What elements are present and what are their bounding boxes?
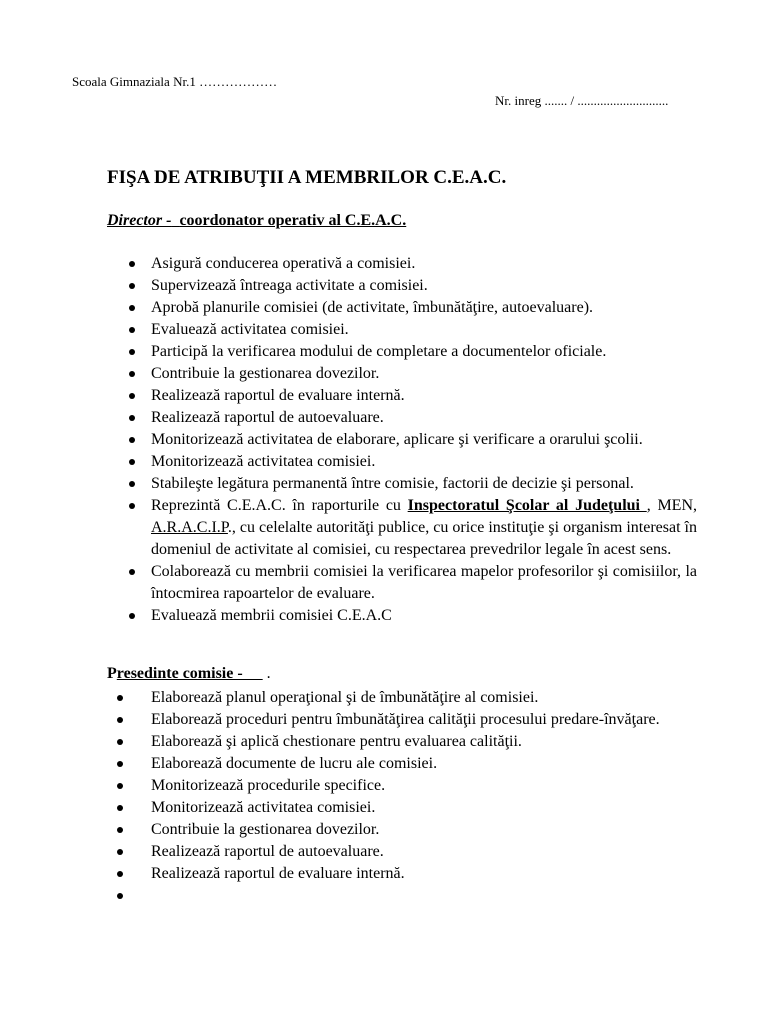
duty-text: Contribuie la gestionarea dovezilor. (151, 821, 380, 838)
duty-text: Evaluează membrii comisiei C.E.A.C (151, 607, 392, 624)
list-item (151, 687, 697, 709)
registration-number: Nr. inreg ....... / ............................ (495, 93, 669, 108)
duty-text: Colaborează cu membrii comisiei la verificarea mapelor profesorilor şi comisiilor, la întocmirea rapoartelor de evaluare. (151, 563, 697, 602)
list-item (151, 253, 697, 275)
duty-text: Participă la verificarea modului de completare a documentelor oficiale. (151, 343, 607, 360)
list-item (151, 297, 697, 319)
duty-text: ., cu celelalte autorităţi publice, cu orice instituţie şi organism interesat în domeniul de activitate al comisiei, cu respectarea prevedrilor legale în acest sens. (151, 519, 697, 558)
bullet-icon (129, 503, 135, 509)
president-heading-initial: P (107, 665, 117, 682)
duty-text: Contribuie la gestionarea dovezilor. (151, 365, 380, 382)
list-item (151, 797, 697, 819)
bullet-icon (129, 415, 135, 421)
duty-text: Realizează raportul de evaluare internă. (151, 387, 405, 404)
list-item (151, 841, 697, 863)
bullet-icon (129, 613, 135, 619)
school-name: Scoala Gimnaziala Nr.1 ……………… (72, 74, 278, 89)
duty-text: Realizează raportul de autoevaluare. (151, 409, 384, 426)
list-item (151, 451, 697, 473)
bullet-icon (117, 717, 123, 723)
bullet-icon (129, 393, 135, 399)
duty-text: MEN, (657, 497, 698, 514)
bullet-icon (117, 761, 123, 767)
duty-text: Supervizează întreaga activitate a comisiei. (151, 277, 428, 294)
bullet-icon (129, 569, 135, 575)
bullet-icon (117, 695, 123, 701)
duty-text: Elaborează şi aplică chestionare pentru evaluarea calităţii. (151, 733, 522, 750)
president-heading (107, 665, 271, 683)
list-item (151, 753, 697, 775)
list-item (151, 819, 697, 841)
duty-text (151, 887, 155, 904)
list-item (151, 605, 697, 627)
duty-text: Reprezintă C.E.A.C. în raporturile cu (151, 497, 408, 514)
bullet-icon (117, 893, 123, 899)
duty-text: Elaborează proceduri pentru îmbunătăţirea calităţii procesului predare-învăţare. (151, 711, 660, 728)
list-item (151, 319, 697, 341)
president-duties-list (151, 687, 697, 907)
bullet-icon (117, 827, 123, 833)
duty-text: Monitorizează activitatea de elaborare, aplicare şi verificare a orarului şcolii. (151, 431, 643, 448)
bullet-icon (129, 327, 135, 333)
bullet-icon (129, 349, 135, 355)
bullet-icon (129, 371, 135, 377)
duty-text: Monitorizează procedurile specifice. (151, 777, 386, 794)
bullet-icon (129, 481, 135, 487)
list-item (151, 709, 697, 731)
president-heading-text: resedinte comisie - (116, 665, 263, 682)
list-item (151, 731, 697, 753)
bullet-icon (117, 849, 123, 855)
director-description: coordonator operativ al C.E.A.C. (179, 212, 407, 229)
list-item (151, 863, 697, 885)
duty-text: Evaluează activitatea comisiei. (151, 321, 349, 338)
list-item (151, 775, 697, 797)
bullet-icon (117, 871, 123, 877)
list-item (151, 429, 697, 451)
aracip-text: A.R.A.C.I.P (151, 519, 228, 536)
bullet-icon (129, 261, 135, 267)
list-item (151, 363, 697, 385)
bullet-icon (117, 783, 123, 789)
duty-text: Stabileşte legătura permanentă între comisie, factorii de decizie şi personal. (151, 475, 634, 492)
list-item (151, 473, 697, 495)
duty-text: Monitorizează activitatea comisiei. (151, 453, 376, 470)
duty-text: Elaborează documente de lucru ale comisiei. (151, 755, 438, 772)
duty-text: Monitorizează activitatea comisiei. (151, 799, 376, 816)
duty-text: Realizează raportul de evaluare internă. (151, 865, 405, 882)
list-item (151, 275, 697, 297)
page-title: FIŞA DE ATRIBUŢII A MEMBRILOR C.E.A.C. (107, 167, 507, 188)
director-duties-list (151, 253, 697, 627)
bullet-icon (129, 437, 135, 443)
bullet-icon (129, 283, 135, 289)
bullet-icon (129, 459, 135, 465)
duty-text: Asigură conducerea operativă a comisiei. (151, 255, 416, 272)
duty-text: Aprobă planurile comisiei (de activitate, îmbunătăţire, autoevaluare). (151, 299, 594, 316)
bullet-icon (117, 805, 123, 811)
list-item (151, 407, 697, 429)
list-item (151, 385, 697, 407)
duty-text: Realizează raportul de autoevaluare. (151, 843, 384, 860)
list-item (151, 495, 697, 561)
bullet-icon (129, 305, 135, 311)
duty-text: , (646, 497, 651, 514)
list-item (151, 561, 697, 605)
duty-text: Elaborează planul operaţional şi de îmbunătăţire al comisiei. (151, 689, 539, 706)
list-item (151, 341, 697, 363)
director-heading (107, 212, 406, 230)
list-item (151, 885, 697, 907)
bullet-icon (117, 739, 123, 745)
president-heading-dot: . (262, 665, 271, 682)
director-role: Director - (107, 212, 172, 229)
inspectorat-link-text: Inspectoratul Şcolar al Judeţului (407, 497, 647, 514)
